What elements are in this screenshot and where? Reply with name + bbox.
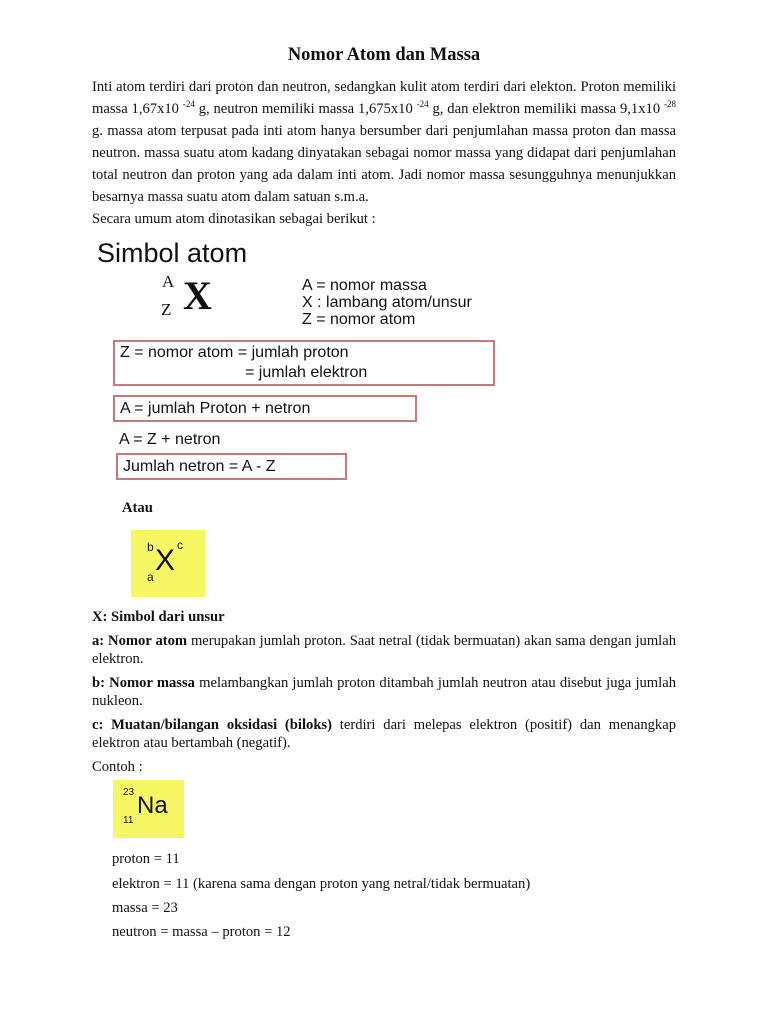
example-line: elektron = 11 (karena sama dengan proton yang netral/tidak bermuatan) [112,876,531,892]
diagram-heading: Simbol atom [97,238,248,268]
symbol-atomic-number: Z [161,300,172,319]
definition [92,716,676,752]
legend-item: Z = nomor atom [302,311,416,328]
definition-term: X: Simbol dari unsur [92,609,225,625]
symbol-mass-number: A [162,272,175,291]
exponent: -28 [663,99,676,109]
example-element: Na [137,792,168,819]
symbol-element: X [183,273,212,318]
example-line: massa = 23 [112,900,178,916]
definition-term: c: Muatan/bilangan oksidasi (biloks) [92,717,332,733]
intro-text: g, dan elektron memiliki massa 9,1x10 [428,101,664,117]
exponent: -24 [416,99,429,109]
definition-term: a: Nomor atom [92,633,188,649]
intro-paragraph [92,76,676,208]
alt-symbol-b: b [147,540,154,554]
definition [92,608,676,626]
definition [92,674,676,710]
equation: A = Z + netron [119,431,221,448]
notation-intro: Secara umum atom dinotasikan sebagai berikut : [92,211,376,227]
symbol-legend [302,277,472,328]
example-atomic-number: 11 [123,815,134,826]
legend-item: X : lambang atom/unsur [302,294,472,311]
atomic-number-box [113,340,495,386]
legend-item: A = nomor massa [302,277,427,294]
intro-text: g. massa atom terpusat pada inti atom hanya bersumber dari penjumlahan massa proton dan massa neutron. massa suatu atom kadang dinyatakan sebagai nomor massa yang didapat dari penjumlahan total neutron dan proton yang ada dalam inti atom. Jadi nomor massa sesungguhnya menunjukkan besarnya massa suatu atom dalam satuan s.m.a. [92,123,676,205]
mass-number-box [113,395,417,422]
box-text: Jumlah netron = A - Z [123,458,276,475]
atau-label: Atau [122,500,153,516]
definition-text: merupakan jumlah proton. Saat netral (tidak bermuatan) akan sama dengan jumlah elektron. [92,633,676,667]
exponent: -24 [182,99,195,109]
alt-symbol-c: c [177,538,183,552]
example-mass-number: 23 [123,787,135,798]
box-text: Z = nomor atom = jumlah proton [120,344,349,361]
intro-text: g, neutron memiliki massa 1,675x10 [194,101,417,117]
alt-symbol-box [131,530,205,597]
neutron-box [116,453,347,480]
definition [92,632,676,668]
example-line: proton = 11 [112,851,180,867]
example-symbol-box [113,780,184,838]
intro-text: Inti atom terdiri dari proton dan neutron, sedangkan kulit atom terdiri dari elekton. Proton memiliki massa 1,67x10 [92,79,676,117]
definition-term: b: Nomor massa [92,675,195,691]
definition-text: terdiri dari melepas elektron (positif) dan menangkap elektron atau bertambah (negatif). [92,717,677,751]
contoh-label: Contoh : [92,759,143,775]
definition-text: melambangkan jumlah proton ditambah jumlah neutron atau disebut juga jumlah nukleon. [92,675,676,709]
alt-symbol-a: a [147,570,154,584]
box-text: = jumlah elektron [245,364,368,381]
alt-symbol-x: X [155,544,176,577]
box-text: A = jumlah Proton + netron [120,400,311,417]
page-title: Nomor Atom dan Massa [287,45,481,65]
example-line: neutron = massa – proton = 12 [112,924,291,940]
